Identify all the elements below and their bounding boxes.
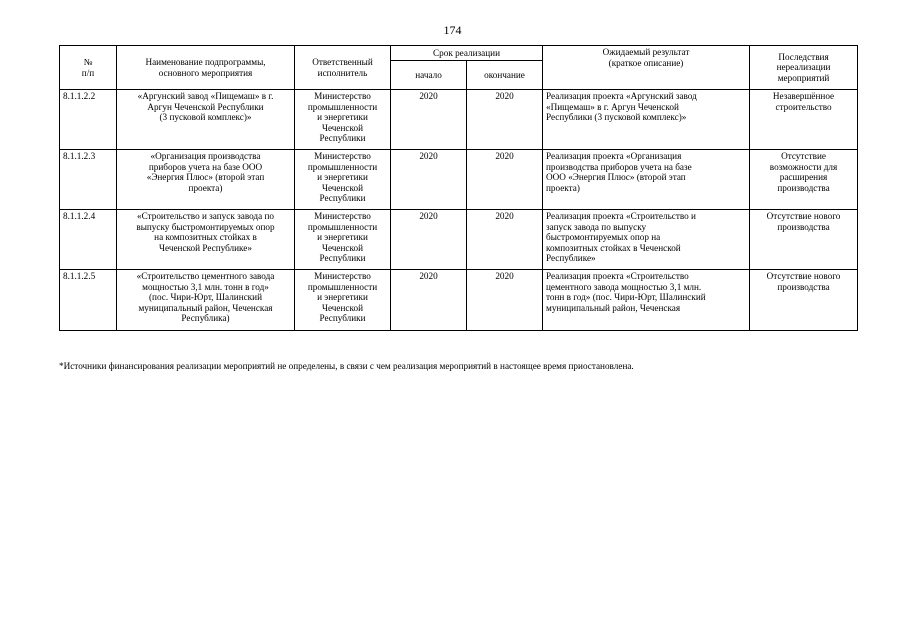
header-end: окончание <box>467 61 543 90</box>
row-result: Реализация проекта «Организация производства приборов учета на базе ООО «Энергия Плюс» (второй этап проекта) <box>543 150 750 210</box>
header-executor: Ответственный исполнитель <box>295 46 391 90</box>
row-num: 8.1.1.2.4 <box>60 210 117 270</box>
row-num: 8.1.1.2.5 <box>60 270 117 331</box>
footnote: *Источники финансирования реализации мероприятий не определены, в связи с чем реализация мероприятий в настоящее время приостановлена. <box>59 361 634 371</box>
row-start: 2020 <box>391 210 467 270</box>
row-end: 2020 <box>467 210 543 270</box>
row-name: «Строительство и запуск завода по выпуску быстромонтируемых опор на композитных стойках в Чеченской Республике» <box>117 210 295 270</box>
row-num: 8.1.1.2.2 <box>60 90 117 150</box>
row-executor: Министерство промышленности и энергетики Чеченской Республики <box>295 90 391 150</box>
page-number: 174 <box>443 23 462 37</box>
table-row <box>60 90 858 150</box>
row-name: «Организация производства приборов учета на базе ООО «Энергия Плюс» (второй этап проекта) <box>117 150 295 210</box>
row-consequences: Отсутствие нового производства <box>750 210 858 270</box>
row-executor: Министерство промышленности и энергетики Чеченской Республики <box>295 150 391 210</box>
table-row <box>60 270 858 331</box>
row-consequences: Отсутствие возможности для расширения производства <box>750 150 858 210</box>
row-consequences: Незавершённое строительство <box>750 90 858 150</box>
row-end: 2020 <box>467 270 543 331</box>
header-result: Ожидаемый результат (краткое описание) <box>543 46 750 90</box>
header-name: Наименование подпрограммы, основного мероприятия <box>117 46 295 90</box>
row-num: 8.1.1.2.3 <box>60 150 117 210</box>
program-table <box>59 45 858 331</box>
row-executor: Министерство промышленности и энергетики Чеченской Республики <box>295 210 391 270</box>
header-start: начало <box>391 61 467 90</box>
row-start: 2020 <box>391 90 467 150</box>
row-end: 2020 <box>467 150 543 210</box>
row-end: 2020 <box>467 90 543 150</box>
header-consequences: Последствия нереализации мероприятий <box>750 46 858 90</box>
row-name: «Аргунский завод «Пищемаш» в г. Аргун Чеченской Республики (3 пусковой комплекс)» <box>117 90 295 150</box>
header-period: Срок реализации <box>391 46 543 61</box>
table-row <box>60 210 858 270</box>
row-result: Реализация проекта «Аргунский завод «Пищемаш» в г. Аргун Чеченской Республики (3 пусковой комплекс)» <box>543 90 750 150</box>
row-executor: Министерство промышленности и энергетики Чеченской Республики <box>295 270 391 331</box>
row-name: «Строительство цементного завода мощностью 3,1 млн. тонн в год» (пос. Чири-Юрт, Шалинский муниципальный район, Чеченская Республика) <box>117 270 295 331</box>
row-start: 2020 <box>391 270 467 331</box>
row-result: Реализация проекта «Строительство цементного завода мощностью 3,1 млн. тонн в год» (пос. Чири-Юрт, Шалинский муниципальный район, Чеченская <box>543 270 750 331</box>
row-start: 2020 <box>391 150 467 210</box>
row-result: Реализация проекта «Строительство и запуск завода по выпуску быстромонтируемых опор на композитных стойках в Чеченской Республике» <box>543 210 750 270</box>
header-num: № п/п <box>60 46 117 90</box>
row-consequences: Отсутствие нового производства <box>750 270 858 331</box>
table-row <box>60 150 858 210</box>
